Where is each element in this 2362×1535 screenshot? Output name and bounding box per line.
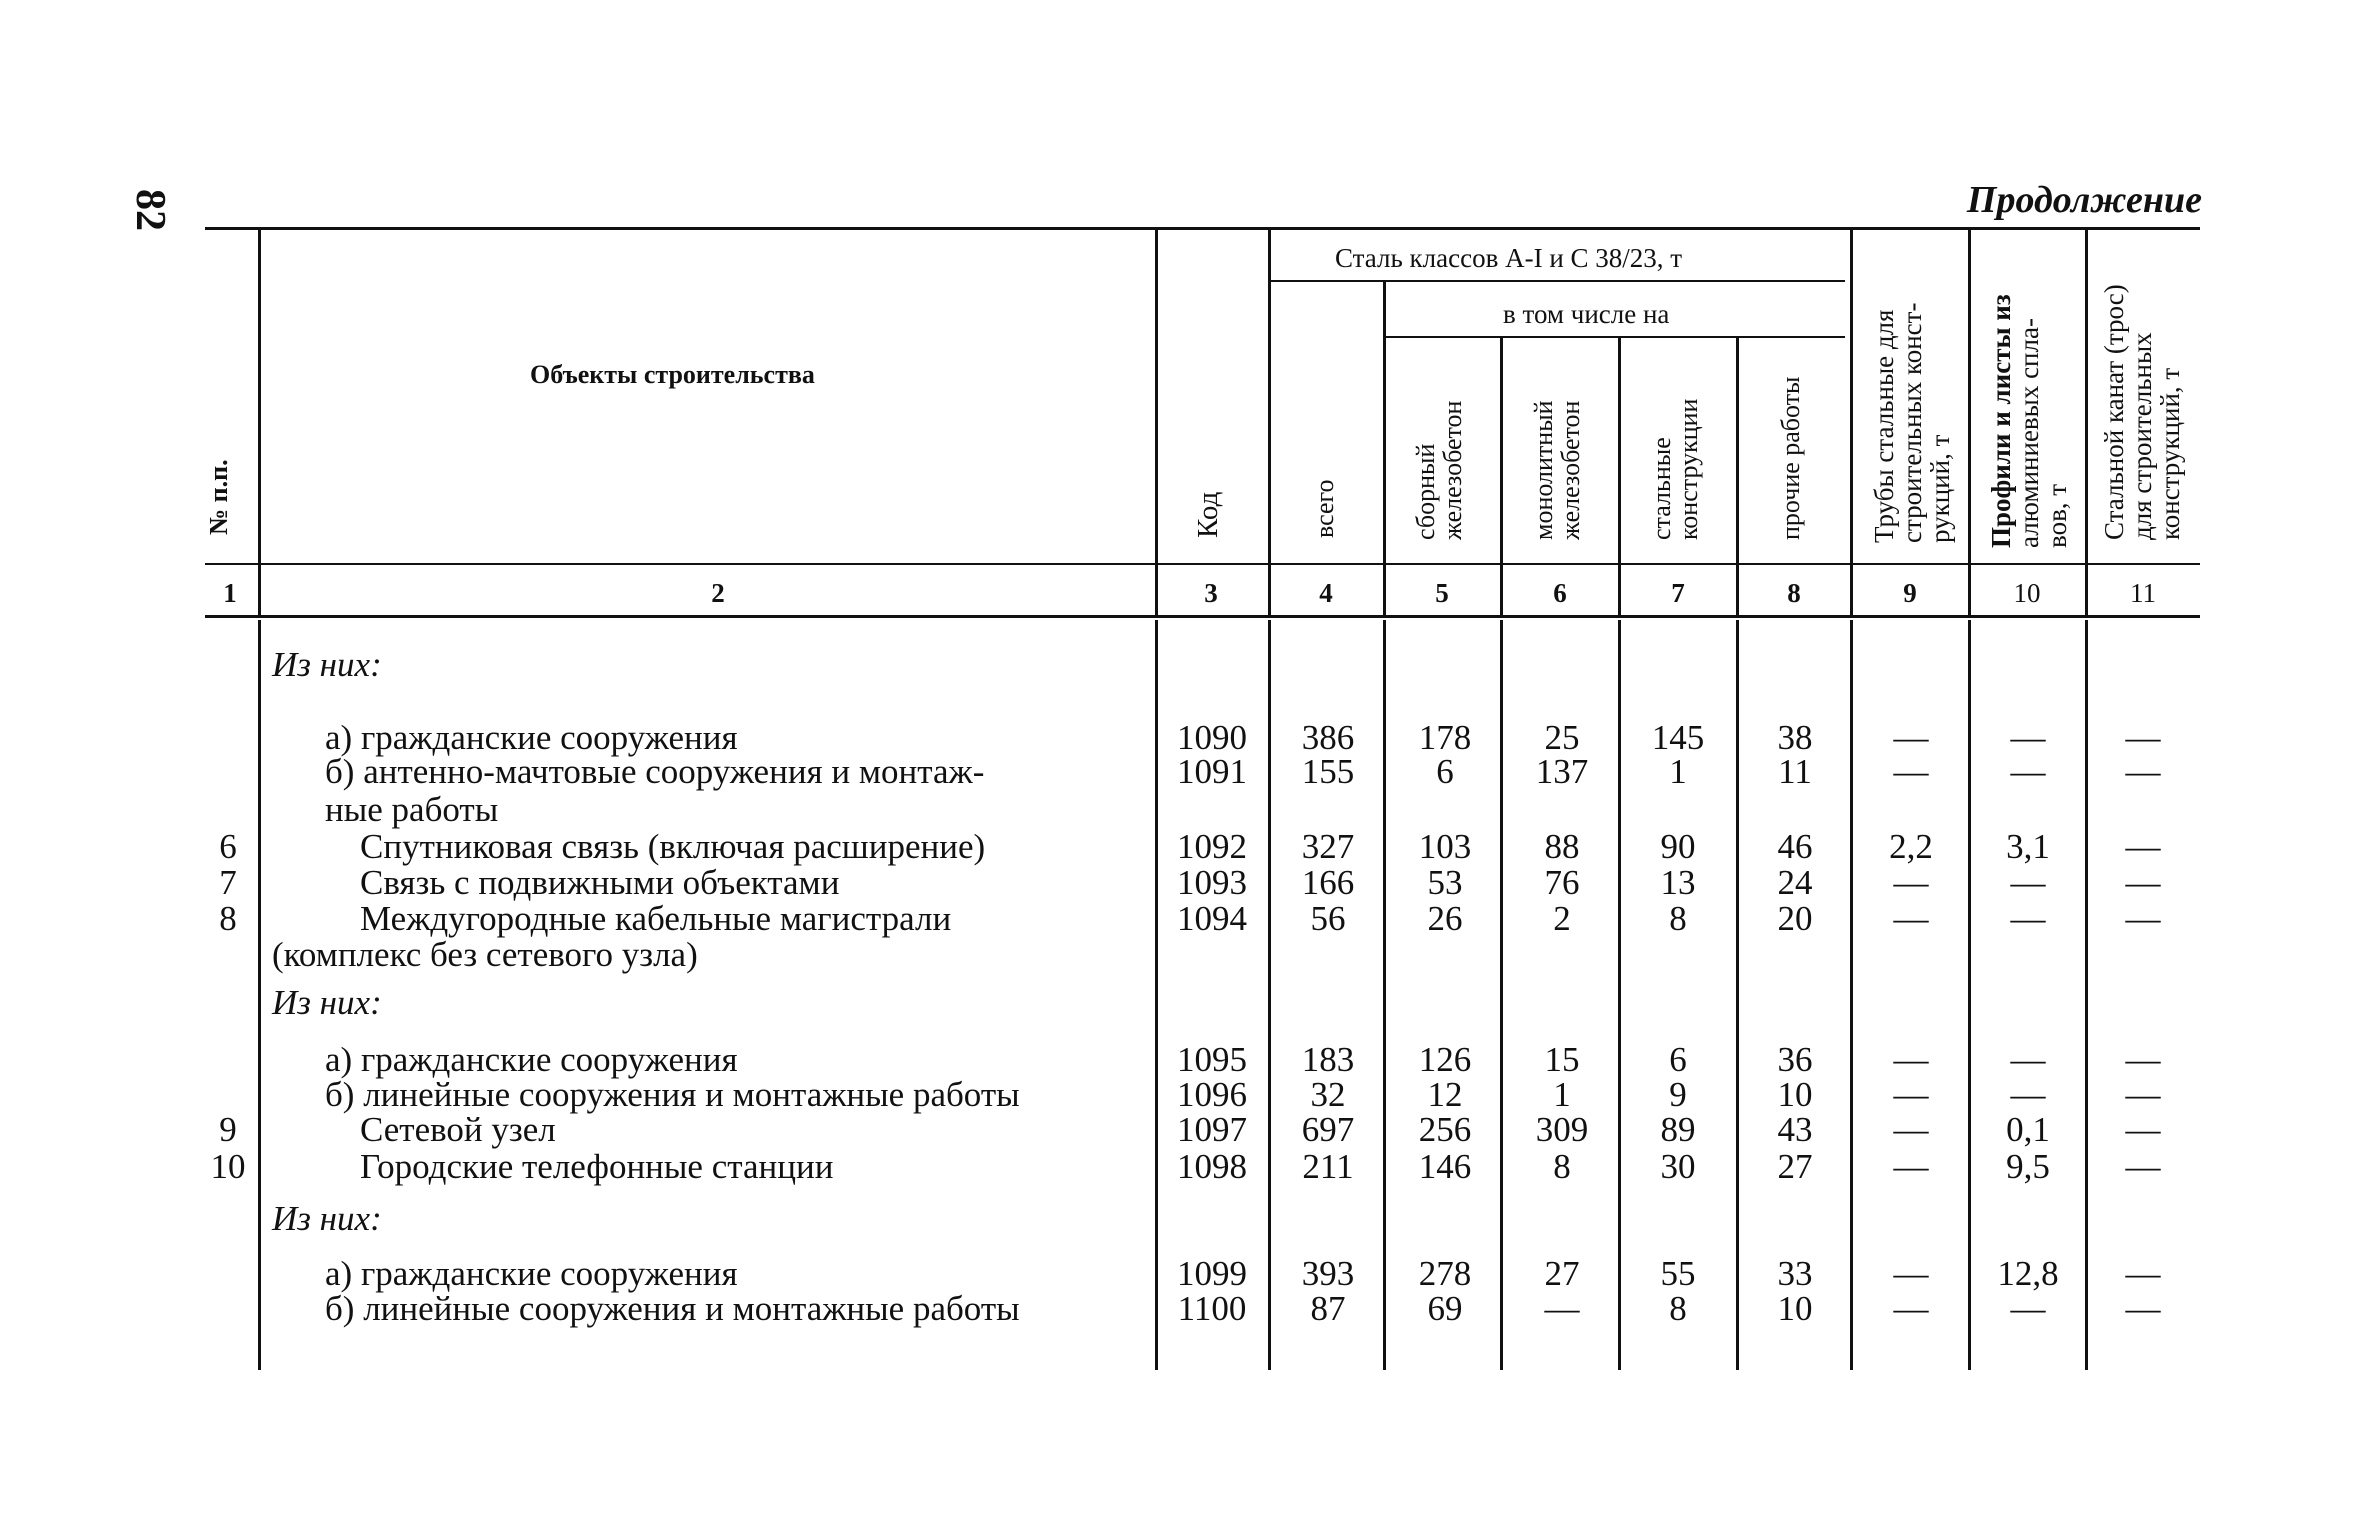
table-cell: 8 [1553,1147,1571,1186]
table-cell: 76 [1544,863,1580,902]
table-cell: 103 [1418,827,1472,866]
row-label: Сетевой узел [360,1110,556,1149]
table-cell: 211 [1302,1147,1354,1186]
row-label: ные работы [325,790,499,829]
table-cell: 9 [1669,1075,1687,1114]
header-col10-line: Профили и листы из [1986,294,2016,548]
table-cell: — [1893,1040,1929,1079]
header-divider [1500,338,1503,615]
header-col11-line: конструкций, т [2155,367,2185,540]
row-code: 1091 [1177,752,1247,791]
row-number: 10 [210,1147,246,1186]
table-cell: 166 [1301,863,1355,902]
row-label: а) гражданские сооружения [325,1254,738,1293]
body-divider [1500,620,1503,1370]
body-divider [258,620,261,1370]
table-cell: 309 [1535,1110,1589,1149]
table-cell: 11 [1778,752,1812,791]
table-cell: — [2010,1289,2046,1328]
table-cell: 36 [1777,1040,1813,1079]
table-cell: 53 [1427,863,1463,902]
table-cell: — [1893,1289,1929,1328]
table-cell: 386 [1301,718,1355,757]
column-number: 8 [1787,578,1801,608]
table-cell: 3,1 [2006,827,2050,866]
header-no: № п.п. [204,459,233,535]
table-cell: 126 [1418,1040,1472,1079]
table-cell: — [1893,1110,1929,1149]
table-cell: 10 [1777,1289,1813,1328]
header-col9-line: Трубы стальные для [1869,309,1899,543]
row-code: 1094 [1177,899,1247,938]
table-cell: — [2010,1075,2046,1114]
table-cell: 12 [1427,1075,1463,1114]
steel-group-rule [1270,280,1845,282]
column-number: 6 [1553,578,1567,608]
header-col6 [1530,400,1584,540]
table-top-rule [205,227,2200,230]
table-cell: 12,8 [1997,1254,2059,1293]
table-cell: 15 [1544,1040,1580,1079]
row-number: 9 [219,1110,237,1149]
row-number: 7 [219,863,237,902]
table-cell: — [1544,1289,1580,1328]
body-divider [1736,620,1739,1370]
header-divider [1736,338,1739,615]
header-steel-group: Сталь классов А-I и С 38/23, т [1335,243,1683,273]
row-label: Из них: [272,983,382,1022]
table-cell: — [2010,899,2046,938]
body-divider [1968,620,1971,1370]
table-cell: — [2125,1147,2161,1186]
table-cell: — [2125,863,2161,902]
header-col11-line: Стальной канат (трос) [2099,284,2129,540]
header-divider [1268,229,1271,615]
row-number: 8 [219,899,237,938]
table-cell: 26 [1427,899,1463,938]
colnum-bottom-rule [205,615,2200,618]
table-cell: 88 [1544,827,1580,866]
table-cell: — [2125,752,2161,791]
header-code: Код [1192,491,1224,538]
header-including: в том числе на [1503,299,1670,329]
table-cell: 8 [1669,1289,1687,1328]
column-number: 7 [1671,578,1685,608]
column-number: 9 [1903,578,1917,608]
header-col9-line: рукций, т [1925,434,1955,543]
table-cell: — [2125,899,2161,938]
column-number: 1 [223,578,237,608]
table-cell: 13 [1660,863,1696,902]
table-cell: 2,2 [1889,827,1933,866]
table-cell: 1 [1553,1075,1571,1114]
header-col5-line: сборный [1411,443,1440,540]
row-code: 1093 [1177,863,1247,902]
row-code: 1090 [1177,718,1247,757]
row-code: 1098 [1177,1147,1247,1186]
header-col9-line: строительных конст- [1897,302,1927,543]
header-col11 [2100,284,2184,540]
row-code: 1100 [1177,1289,1247,1328]
row-label: б) линейные сооружения и монтажные работы [325,1289,1020,1328]
table-cell: 178 [1418,718,1472,757]
table-cell: — [1893,863,1929,902]
table-cell: 56 [1310,899,1346,938]
column-number: 10 [2013,578,2041,608]
table-cell: 278 [1418,1254,1472,1293]
header-divider [1968,229,1971,615]
row-code: 1095 [1177,1040,1247,1079]
header-bottom-rule [205,563,2200,565]
table-cell: 90 [1660,827,1696,866]
table-cell: 87 [1310,1289,1346,1328]
header-col10-line: вов, т [2042,483,2072,548]
header-col7 [1648,399,1702,540]
body-divider [1850,620,1853,1370]
table-cell: — [2125,1110,2161,1149]
table-cell: 69 [1427,1289,1463,1328]
row-label: а) гражданские сооружения [325,1040,738,1079]
table-cell: 30 [1660,1147,1696,1186]
body-divider [2085,620,2088,1370]
header-col5 [1412,401,1466,540]
header-col9 [1870,303,1954,543]
row-label: Связь с подвижными объектами [360,863,840,902]
table-cell: 38 [1777,718,1813,757]
including-rule [1385,336,1845,338]
table-cell: 27 [1777,1147,1813,1186]
header-col7-line: конструкции [1674,398,1703,540]
table-cell: 155 [1301,752,1355,791]
table-cell: 393 [1301,1254,1355,1293]
table-cell: — [1893,1075,1929,1114]
table-cell: — [2125,1289,2161,1328]
body-divider [1618,620,1621,1370]
row-label: Из них: [272,1199,382,1238]
table-cell: — [1893,899,1929,938]
table-cell: — [1893,1254,1929,1293]
table-cell: 33 [1777,1254,1813,1293]
table-cell: 10 [1777,1075,1813,1114]
header-divider [1850,229,1853,615]
row-label: Городские телефонные станции [360,1147,834,1186]
row-label: Спутниковая связь (включая расширение) [360,827,986,866]
row-label: (комплекс без сетевого узла) [272,935,698,974]
header-col7-line: стальные [1647,437,1676,540]
header-col5-line: железобетон [1438,400,1467,540]
header-objects: Объекты строительства [530,360,815,389]
header-divider [1618,338,1621,615]
header-divider [2085,229,2088,615]
table-cell: — [2125,718,2161,757]
table-cell: 327 [1301,827,1355,866]
header-divider [258,229,261,615]
header-col6-line: монолитный [1529,400,1558,540]
body-divider [1268,620,1271,1370]
table-cell: 43 [1777,1110,1813,1149]
table-cell: 697 [1301,1110,1355,1149]
header-total: всего [1310,479,1339,538]
header-col6-line: железобетон [1556,400,1585,540]
table-cell: 24 [1777,863,1813,902]
table-cell: — [2010,718,2046,757]
table-cell: 145 [1651,718,1705,757]
table-cell: — [2125,827,2161,866]
row-code: 1092 [1177,827,1247,866]
table-cell: 20 [1777,899,1813,938]
header-divider [1383,282,1386,615]
column-number: 3 [1204,578,1218,608]
table-cell: 89 [1660,1110,1696,1149]
table-cell: 6 [1436,752,1454,791]
table-cell: — [2010,1040,2046,1079]
table-cell: — [1893,1147,1929,1186]
table-cell: 25 [1544,718,1580,757]
table-cell: 2 [1553,899,1571,938]
header-col8 [1777,376,1804,540]
row-label: Из них: [272,645,382,684]
continuation-label: Продолжение [1966,179,2202,221]
table-cell: — [2125,1075,2161,1114]
row-label: а) гражданские сооружения [325,718,738,757]
table-cell: — [1893,718,1929,757]
header-col10-line: алюминиевых спла- [2014,318,2044,548]
row-label: Междугородные кабельные магистрали [360,899,952,938]
table-cell: 9,5 [2006,1147,2050,1186]
row-number: 6 [219,827,237,866]
table-cell: 256 [1418,1110,1472,1149]
row-label: б) линейные сооружения и монтажные работы [325,1075,1020,1114]
row-code: 1096 [1177,1075,1247,1114]
table-cell: 1 [1669,752,1687,791]
table-cell: 8 [1669,899,1687,938]
table-cell: 27 [1544,1254,1580,1293]
header-col11-line: для строительных [2127,332,2157,540]
row-code: 1097 [1177,1110,1247,1149]
row-code: 1099 [1177,1254,1247,1293]
header-col8-line: прочие работы [1776,376,1805,540]
table-cell: 0,1 [2006,1110,2050,1149]
page-number: 82 [127,189,173,231]
table-cell: — [2010,752,2046,791]
column-number: 5 [1435,578,1449,608]
table-cell: 46 [1777,827,1813,866]
table-cell: 146 [1418,1147,1472,1186]
row-label: б) антенно-мачтовые сооружения и монтаж- [325,752,985,791]
table-cell: — [2125,1254,2161,1293]
column-number: 11 [2130,578,2156,608]
header-col10 [1987,294,2071,548]
table-cell: 137 [1535,752,1589,791]
table-cell: — [1893,752,1929,791]
table-cell: — [2010,863,2046,902]
table-cell: 6 [1669,1040,1687,1079]
column-number: 4 [1319,578,1333,608]
body-divider [1383,620,1386,1370]
table-cell: — [2125,1040,2161,1079]
header-divider [1155,229,1158,615]
table-cell: 32 [1310,1075,1346,1114]
table-cell: 55 [1660,1254,1696,1293]
table-cell: 183 [1301,1040,1355,1079]
column-number: 2 [711,578,725,608]
